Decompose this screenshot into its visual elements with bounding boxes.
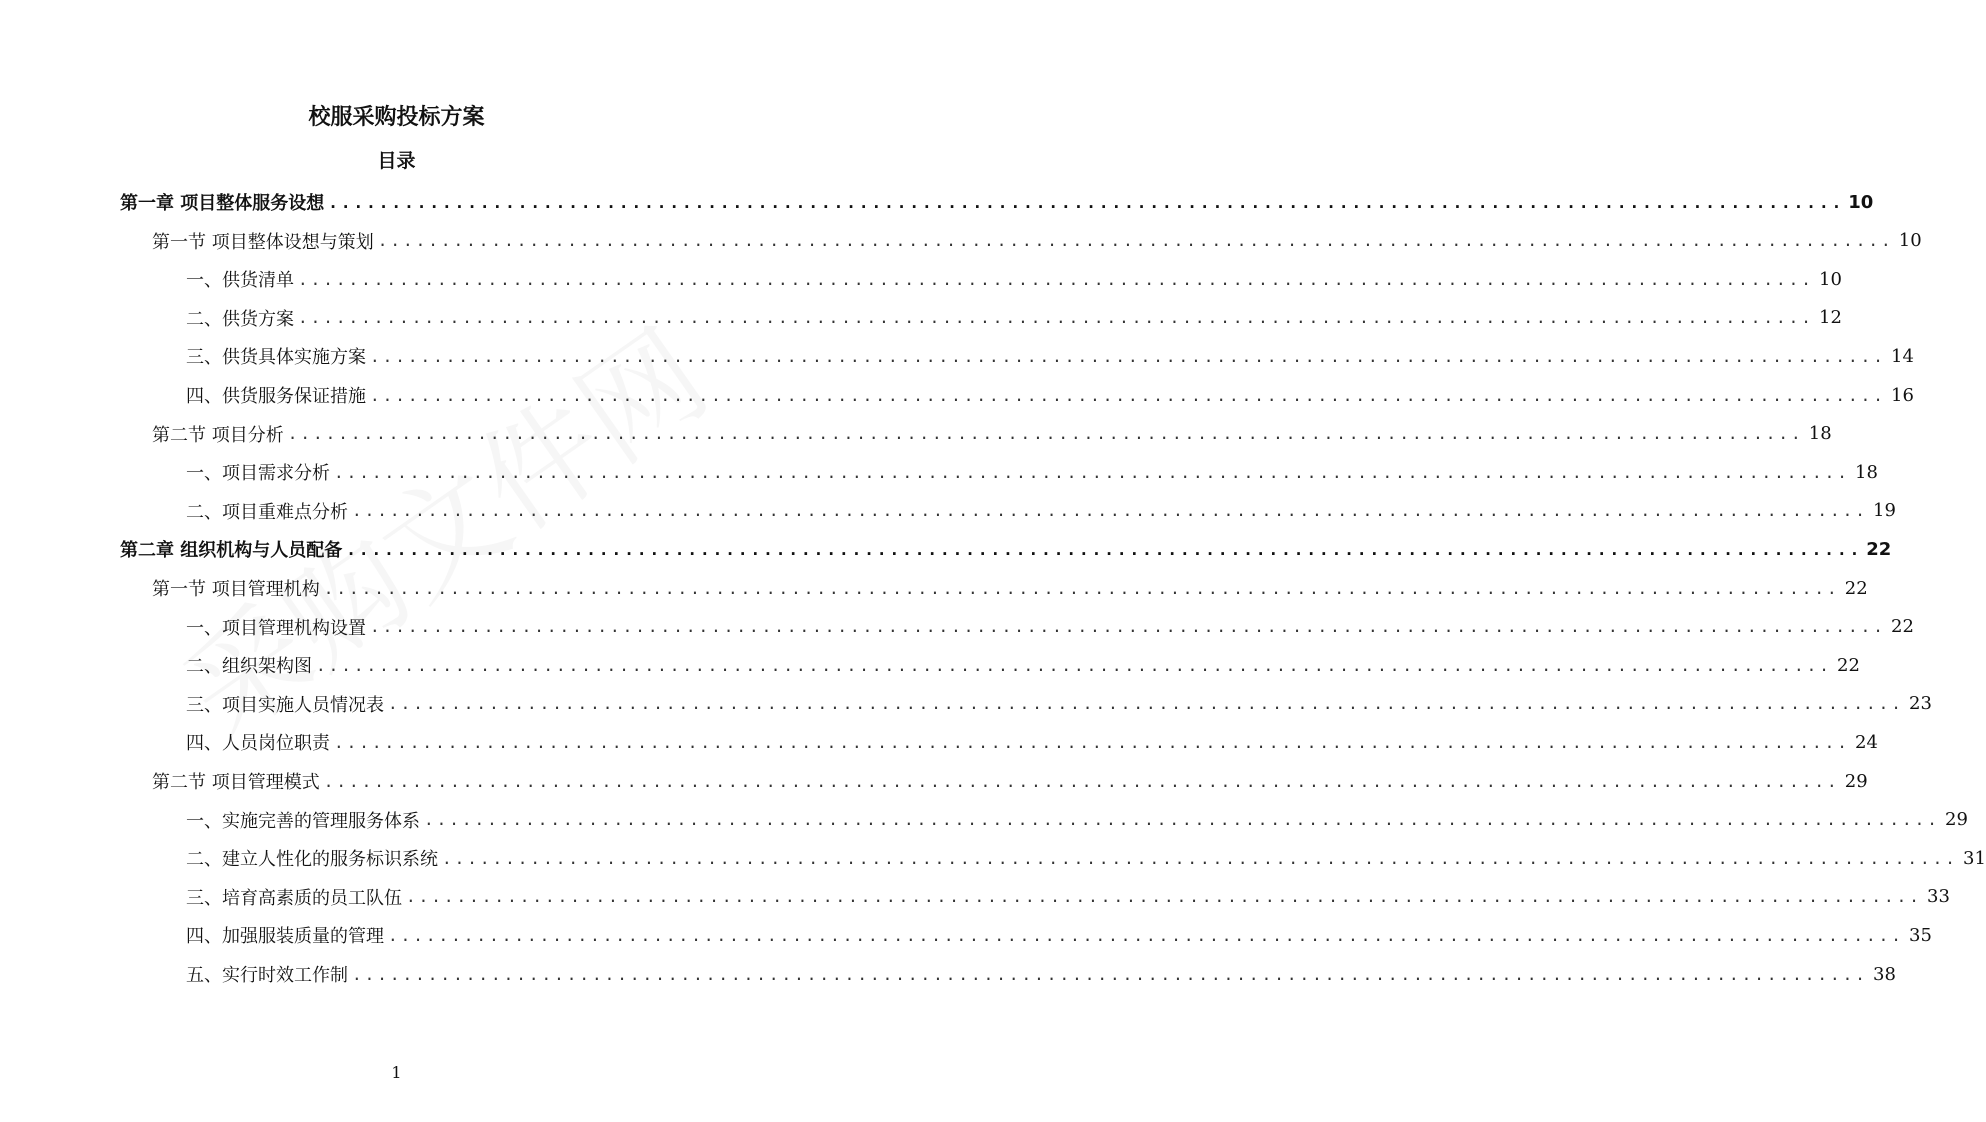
toc-entry-title: 一、项目管理机构设置	[186, 617, 366, 639]
toc-entry-title: 第二节 项目分析	[152, 424, 284, 446]
toc-entry-page: 22	[1866, 538, 1892, 560]
toc-entry-page: 24	[1855, 731, 1878, 753]
toc-entry-title: 四、供货服务保证措施	[186, 386, 366, 407]
toc-entry-title: 四、人员岗位职责	[186, 733, 330, 755]
toc-entry-title: 一、供货清单	[186, 270, 294, 292]
dot-leader: ........................................................................................................................	[323, 771, 1840, 791]
toc-entry[interactable]	[120, 530, 1892, 568]
toc-entry-page: 22	[1837, 654, 1860, 676]
toc-entry[interactable]	[186, 646, 1860, 684]
toc-entry-title: 第一章 项目整体服务设想	[120, 193, 325, 214]
dot-leader: ........................................................................................................................	[370, 385, 1886, 405]
dot-leader: ........................................................................................................................	[370, 617, 1886, 637]
toc-entry[interactable]	[186, 878, 1950, 916]
dot-leader: ........................................................................................................................	[442, 848, 1958, 868]
toc-entry-page: 23	[1909, 693, 1932, 715]
dot-leader: ........................................................................................................................	[352, 964, 1868, 984]
toc-entry-page: 29	[1844, 770, 1868, 792]
toc-entry-title: 四、加强服装质量的管理	[186, 926, 384, 948]
toc-entry[interactable]	[186, 608, 1914, 646]
dot-leader: ........................................................................................................................	[388, 694, 1904, 714]
document-title: 校服采购投标方案	[308, 105, 485, 130]
toc-entry[interactable]	[186, 723, 1878, 761]
toc-entry[interactable]	[186, 260, 1842, 298]
toc-entry-page: 10	[1819, 268, 1842, 290]
toc-entry[interactable]	[186, 839, 1986, 877]
toc-entry-title: 二、建立人性化的服务标识系统	[186, 849, 438, 871]
toc-entry-page: 29	[1945, 809, 1968, 831]
toc-entry-page: 10	[1898, 230, 1922, 252]
toc-entry-title: 第一节 项目管理机构	[152, 579, 320, 600]
dot-leader: ........................................................................................................................	[406, 887, 1922, 907]
toc-entry-page: 19	[1873, 500, 1896, 522]
toc-entry-title: 一、项目需求分析	[186, 463, 330, 485]
toc-entry-title: 二、组织架构图	[186, 656, 312, 678]
dot-leader: ........................................................................................................................	[352, 501, 1868, 521]
toc-entry-page: 18	[1855, 461, 1878, 483]
toc-entry-title: 五、实行时效工作制	[186, 965, 348, 986]
toc-entry-page: 33	[1927, 886, 1950, 908]
toc-entry-page: 18	[1808, 423, 1832, 445]
toc-entry-page: 35	[1909, 924, 1932, 946]
dot-leader: ........................................................................................................................	[346, 539, 1863, 559]
dot-leader: ........................................................................................................................	[424, 810, 1940, 830]
toc-entry-page: 14	[1891, 345, 1914, 367]
toc-entry[interactable]	[186, 955, 1896, 993]
page-number: 1	[391, 1063, 402, 1082]
toc-entry-title: 三、项目实施人员情况表	[186, 694, 384, 716]
toc-entry[interactable]	[152, 415, 1832, 453]
toc-entry[interactable]	[186, 492, 1896, 530]
dot-leader: ........................................................................................................................	[298, 308, 1814, 328]
toc-entry[interactable]	[152, 222, 1922, 260]
toc-entry-page: 16	[1891, 384, 1914, 406]
toc-entry-title: 第一节 项目整体设想与策划	[152, 231, 374, 253]
toc-entry-page: 12	[1819, 307, 1842, 329]
toc-entry-title: 二、供货方案	[186, 308, 294, 330]
toc-entry[interactable]	[186, 376, 1914, 414]
toc-entry-page: 22	[1844, 577, 1868, 599]
dot-leader: ........................................................................................................................	[328, 192, 1845, 212]
toc-entry[interactable]	[186, 337, 1914, 375]
toc-entry-title: 三、供货具体实施方案	[186, 347, 366, 369]
dot-leader: ........................................................................................................................	[334, 462, 1850, 482]
toc-entry[interactable]	[120, 183, 1874, 221]
dot-leader: ........................................................................................................................	[287, 424, 1804, 444]
dot-leader: ........................................................................................................................	[323, 578, 1840, 598]
toc-entry[interactable]	[186, 685, 1932, 723]
toc-entry-title: 二、项目重难点分析	[186, 501, 348, 523]
toc-heading: 目录	[377, 150, 416, 172]
toc-entry-title: 一、实施完善的管理服务体系	[186, 810, 420, 832]
toc-entry-page: 31	[1963, 847, 1986, 869]
dot-leader: ........................................................................................................................	[298, 269, 1814, 289]
toc-entry-title: 第二节 项目管理模式	[152, 772, 320, 793]
toc-entry-title: 第二章 组织机构与人员配备	[120, 540, 343, 562]
dot-leader: ........................................................................................................................	[334, 732, 1850, 752]
dot-leader: ........................................................................................................................	[370, 346, 1886, 366]
toc-entry-page: 10	[1848, 191, 1874, 213]
toc-entry-page: 38	[1873, 963, 1896, 985]
toc-entry[interactable]	[152, 762, 1868, 800]
toc-entry[interactable]	[186, 453, 1878, 491]
toc-entry[interactable]	[186, 299, 1842, 337]
toc-entry[interactable]	[152, 569, 1868, 607]
toc-entry[interactable]	[186, 801, 1968, 839]
dot-leader: ........................................................................................................................	[316, 655, 1832, 675]
toc-entry-title: 三、培育高素质的员工队伍	[186, 887, 402, 909]
dot-leader: ........................................................................................................................	[377, 231, 1894, 251]
toc-entry[interactable]	[186, 916, 1932, 954]
dot-leader: ........................................................................................................................	[388, 925, 1904, 945]
toc-entry-page: 22	[1891, 616, 1914, 638]
